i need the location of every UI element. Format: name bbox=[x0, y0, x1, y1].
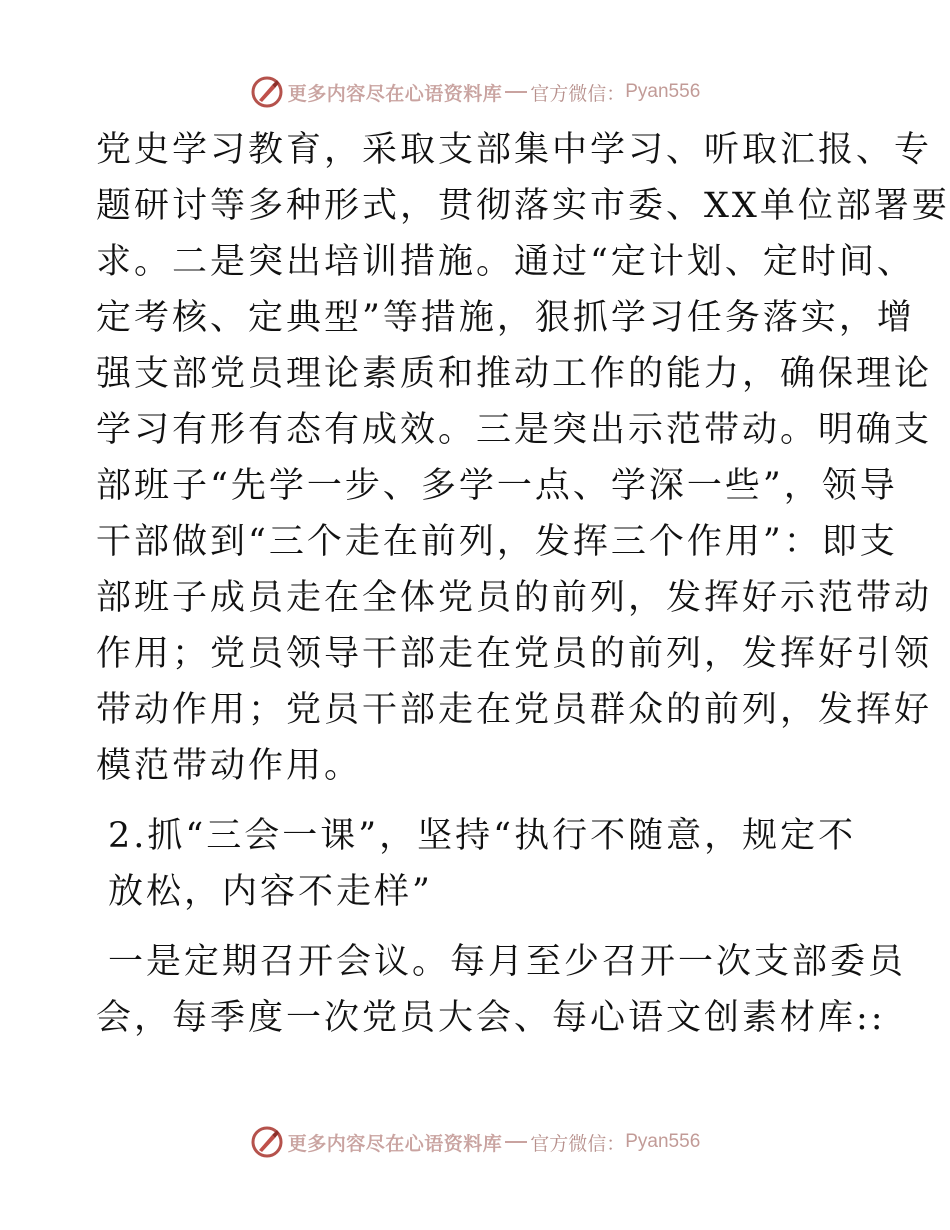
section-heading-2 bbox=[96, 808, 856, 920]
heading-line: 放松，内容不走样” bbox=[108, 872, 433, 912]
watermark-brand: 更多内容尽在心语资料库 bbox=[287, 1132, 503, 1155]
text-line: 部班子成员走在全体党员的前列，发挥好示范带动 bbox=[96, 578, 933, 618]
watermark-official-label: 官方微信： bbox=[530, 1132, 626, 1155]
watermark-brand: 更多内容尽在心语资料库 bbox=[287, 82, 503, 105]
paragraph-spacing bbox=[96, 794, 856, 808]
text-line: 干部做到“三个走在前列，发挥三个作用”：即支 bbox=[96, 522, 898, 562]
text-line: 一是定期召开会议。每月至少召开一次支部委员 bbox=[108, 942, 907, 982]
text-line: 定考核、定典型”等措施，狠抓学习任务落实，增 bbox=[96, 298, 915, 338]
text-line: 求。二是突出培训措施。通过“定计划、定时间、 bbox=[96, 242, 915, 282]
footer-watermark bbox=[0, 1122, 950, 1162]
text-line: 模范带动作用。 bbox=[96, 746, 363, 786]
paragraph-spacing bbox=[96, 920, 856, 934]
text-line: 部班子“先学一步、多学一点、学深一些”，领导 bbox=[96, 466, 898, 506]
text-line: 作用；党员领导干部走在党员的前列，发挥好引领 bbox=[96, 634, 933, 674]
watermark-wechat-id: Pyan556 bbox=[625, 81, 701, 102]
watermark-separator bbox=[505, 91, 527, 93]
text-line: 学习有形有态有成效。三是突出示范带动。明确支 bbox=[96, 410, 933, 450]
document-body bbox=[96, 122, 950, 1046]
paragraph-3 bbox=[96, 934, 907, 1046]
watermark-official-label: 官方微信： bbox=[530, 82, 626, 105]
text-line: 会，每季度一次党员大会、每心语文创素材库:: bbox=[96, 998, 886, 1038]
header-watermark bbox=[0, 72, 950, 112]
watermark-wechat-id: Pyan556 bbox=[625, 1131, 701, 1152]
quill-logo-icon bbox=[250, 1125, 284, 1159]
watermark-separator bbox=[505, 1141, 527, 1143]
heading-line: 2.抓“三会一课”，坚持“执行不随意，规定不 bbox=[108, 816, 857, 856]
text-line: 带动作用；党员干部走在党员群众的前列，发挥好 bbox=[96, 690, 933, 730]
paragraph-1 bbox=[96, 122, 950, 794]
text-line: 党史学习教育，采取支部集中学习、听取汇报、专 bbox=[96, 130, 933, 170]
text-line: 题研讨等多种形式，贯彻落实市委、XX单位部署要 bbox=[96, 186, 950, 226]
text-line: 强支部党员理论素质和推动工作的能力，确保理论 bbox=[96, 354, 933, 394]
quill-logo-icon bbox=[250, 75, 284, 109]
